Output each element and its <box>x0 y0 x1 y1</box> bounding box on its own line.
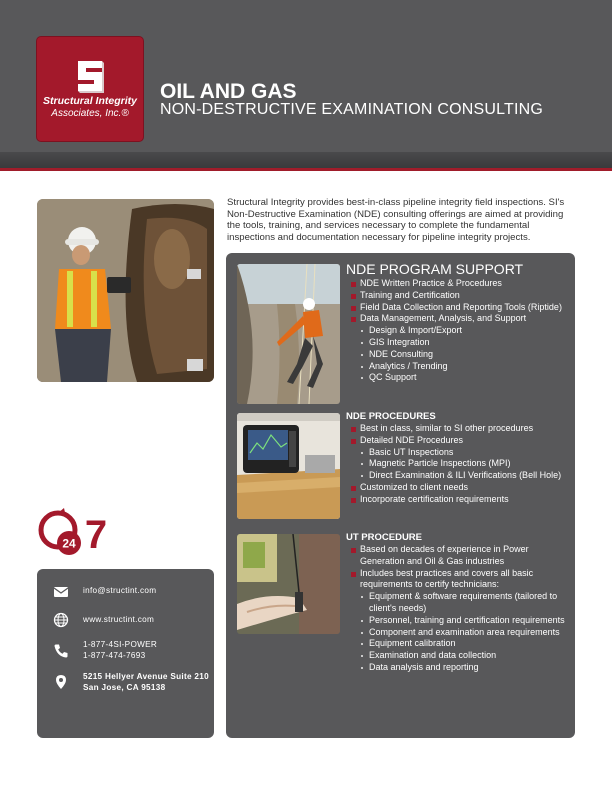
field-inspection-photo <box>37 199 214 382</box>
list-subitem: Data analysis and reporting <box>350 662 566 674</box>
list-subitem: Magnetic Particle Inspections (MPI) <box>350 458 564 470</box>
list-item: Data Management, Analysis, and Support <box>350 313 564 325</box>
ut-probe-illustration <box>237 534 340 634</box>
list-item: Includes best practices and covers all basic requirements to certify technicians: <box>350 568 566 592</box>
envelope-icon <box>53 584 69 600</box>
list-subitem: GIS Integration <box>350 337 564 349</box>
list-subitem: Equipment & software requirements (tailored to client's needs) <box>350 591 566 615</box>
address-row <box>53 672 209 693</box>
services-panel <box>226 253 575 738</box>
logo-line-2: Associates, Inc.® <box>51 108 129 119</box>
24-7-badge <box>36 508 112 558</box>
ut-procedure-photo <box>237 534 340 634</box>
list-subitem: Design & Import/Export <box>350 325 564 337</box>
list-subitem: Personnel, training and certification requirements <box>350 615 566 627</box>
website-row[interactable] <box>53 612 154 628</box>
ut-procedure-list <box>350 544 566 674</box>
list-item: Detailed NDE Procedures <box>350 435 564 447</box>
list-item: Best in class, similar to SI other procedures <box>350 423 564 435</box>
list-item: Field Data Collection and Reporting Tools (Riptide) <box>350 302 564 314</box>
logo-mark-icon <box>75 59 105 93</box>
list-subitem: QC Support <box>350 372 564 384</box>
list-item: Incorporate certification requirements <box>350 494 564 506</box>
inspector-photo-illustration <box>37 199 214 382</box>
phone-icon <box>53 643 69 659</box>
badge-hours: 24 <box>62 536 76 551</box>
list-item: Based on decades of experience in Power Generation and Oil & Gas industries <box>350 544 566 568</box>
nde-procedures-heading: NDE PROCEDURES <box>346 411 436 422</box>
red-divider <box>0 168 612 171</box>
phone-number-2[interactable]: 1-877-474-7693 <box>83 650 146 660</box>
nde-device-photo <box>237 413 340 519</box>
globe-icon <box>53 612 69 628</box>
email-row[interactable] <box>53 584 156 600</box>
badge-days: 7 <box>84 513 108 557</box>
logo-line-1: Structural Integrity <box>43 95 137 107</box>
address-line-1: 5215 Hellyer Avenue Suite 210 <box>83 672 209 681</box>
header-band <box>0 152 612 168</box>
phone-number-1[interactable]: 1-877-4SI-POWER <box>83 640 158 649</box>
website-link[interactable]: www.structint.com <box>83 615 155 624</box>
ut-procedure-heading: UT PROCEDURE <box>346 532 423 543</box>
program-support-heading: NDE PROGRAM SUPPORT <box>346 261 524 277</box>
list-subitem: Analytics / Trending <box>350 361 564 373</box>
list-subitem: Component and examination area requirements <box>350 627 566 639</box>
page-title: OIL AND GAS <box>160 80 297 103</box>
nde-procedures-list <box>350 423 564 506</box>
list-subitem: Examination and data collection <box>350 650 566 662</box>
list-subitem: Equipment calibration <box>350 638 566 650</box>
list-subitem: NDE Consulting <box>350 349 564 361</box>
rope-access-photo <box>237 264 340 404</box>
list-item: Customized to client needs <box>350 482 564 494</box>
list-subitem: Basic UT Inspections <box>350 447 564 459</box>
list-item: Training and Certification <box>350 290 564 302</box>
contact-box <box>37 569 214 738</box>
email-link[interactable]: info@structint.com <box>83 586 157 595</box>
rope-access-illustration <box>237 264 340 404</box>
location-pin-icon <box>53 674 69 690</box>
ut-device-illustration <box>237 413 340 519</box>
address-line-2: San Jose, CA 95138 <box>83 682 166 692</box>
program-support-list <box>350 278 564 384</box>
company-logo <box>37 37 143 141</box>
phone-row[interactable] <box>53 640 157 661</box>
list-item: NDE Written Practice & Procedures <box>350 278 564 290</box>
page-subtitle: NON-DESTRUCTIVE EXAMINATION CONSULTING <box>160 101 544 118</box>
list-subitem: Direct Examination & ILI Verifications (Bell Hole) <box>350 470 564 482</box>
intro-paragraph: Structural Integrity provides best-in-class pipeline integrity field inspections. SI's Non-Destructive Examination (NDE) consulting offerings are aimed at providing the tools, training, and services necessary to complete the fundamental inspections and documentation necessary for pipeline integrity projects. <box>227 197 565 243</box>
